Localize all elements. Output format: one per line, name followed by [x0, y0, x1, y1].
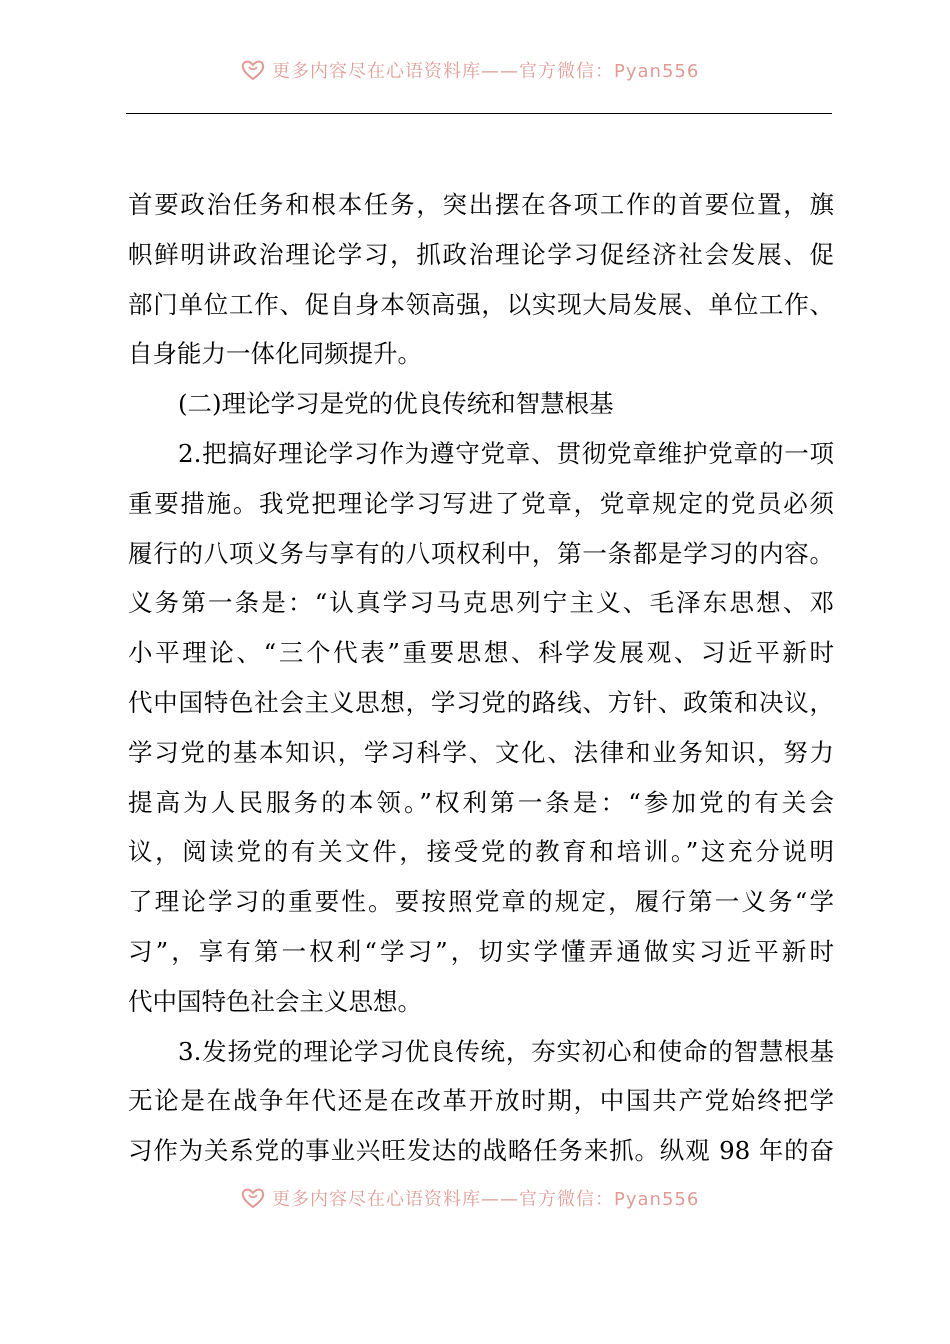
paragraph-line: 首要政治任务和根本任务，突出摆在各项工作的首要位置，旗: [128, 190, 834, 219]
heart-logo-icon: [240, 1186, 266, 1210]
document-body: [128, 180, 834, 1176]
subsection-heading: 3.发扬党的理论学习优良传统，夯实初心和使命的智慧根基: [178, 1036, 834, 1066]
paragraph-line: 习作为关系党的事业兴旺发达的战略任务来抓。纵观 98 年的奋: [128, 1136, 834, 1166]
paragraph-line: 履行的八项义务与享有的八项权利中，第一条都是学习的内容。: [128, 538, 834, 568]
paragraph-line: 自身能力一体化同频提升。: [128, 339, 422, 369]
paragraph-line: 学习党的基本知识，学习科学、文化、法律和业务知识，努力: [128, 737, 834, 767]
paragraph-line: 代中国特色社会主义思想，学习党的路线、方针、政策和决议，: [128, 687, 834, 717]
header-watermark-text: 更多内容尽在心语资料库——官方微信：Pyan556: [272, 61, 700, 82]
subsection-heading: 2.把搞好理论学习作为遵守党章、贯彻党章维护党章的一项: [178, 438, 834, 468]
paragraph-line: 习”，享有第一权利“学习”，切实学懂弄通做实习近平新时: [128, 936, 834, 966]
paragraph-line: 代中国特色社会主义思想。: [128, 986, 422, 1016]
header-divider: [126, 113, 832, 114]
paragraph-line: 了理论学习的重要性。要按照党章的规定，履行第一义务“学: [128, 887, 834, 917]
header-watermark: [240, 56, 720, 84]
paragraph-line: 小平理论、“三个代表”重要思想、科学发展观、习近平新时: [128, 638, 834, 668]
section-heading: (二)理论学习是党的优良传统和智慧根基: [178, 389, 614, 419]
footer-watermark: [240, 1184, 720, 1212]
paragraph-line: 提高为人民服务的本领。”权利第一条是：“参加党的有关会: [128, 787, 834, 817]
paragraph-line: 帜鲜明讲政治理论学习，抓政治理论学习促经济社会发展、促: [128, 239, 834, 269]
paragraph-line: 无论是在战争年代还是在改革开放时期，中国共产党始终把学: [128, 1086, 834, 1116]
paragraph-line: 义务第一条是：“认真学习马克思列宁主义、毛泽东思想、邓: [128, 588, 834, 618]
paragraph-line: 重要措施。我党把理论学习写进了党章，党章规定的党员必须: [128, 488, 834, 518]
heart-logo-icon: [240, 58, 266, 82]
paragraph-line: 议，阅读党的有关文件，接受党的教育和培训。”这充分说明: [128, 837, 834, 867]
footer-watermark-text: 更多内容尽在心语资料库——官方微信：Pyan556: [272, 1189, 700, 1210]
paragraph-line: 部门单位工作、促自身本领高强，以实现大局发展、单位工作、: [128, 289, 834, 319]
